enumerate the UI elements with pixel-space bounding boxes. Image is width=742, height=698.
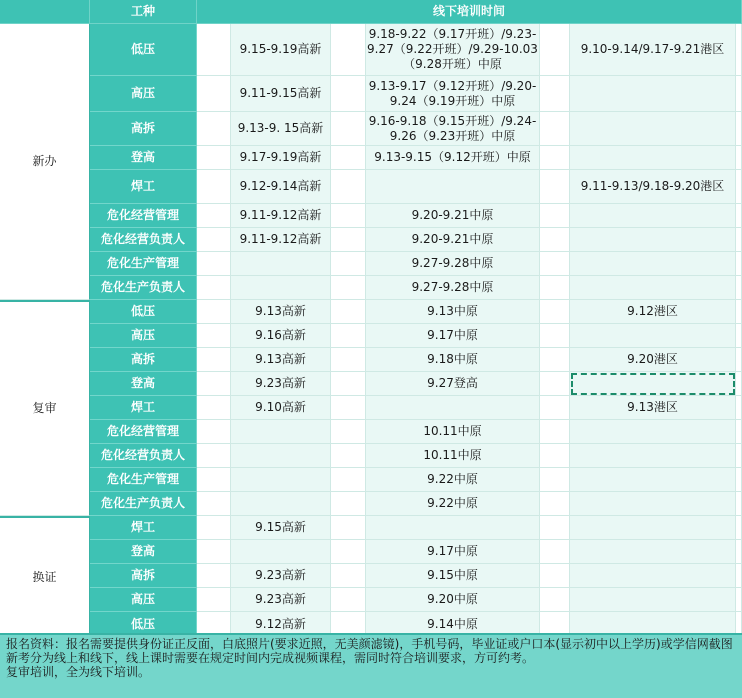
- spacer-cell[interactable]: [736, 588, 742, 612]
- spacer-cell[interactable]: [540, 300, 570, 324]
- schedule-cell-d[interactable]: [570, 228, 736, 252]
- schedule-cell-b[interactable]: 9.11-9.12高新: [231, 228, 331, 252]
- spacer-cell[interactable]: [331, 444, 366, 468]
- work-type-cell[interactable]: 危化生产管理: [90, 468, 197, 492]
- spacer-cell[interactable]: [197, 112, 231, 146]
- schedule-cell-b[interactable]: 9.13-9. 15高新: [231, 112, 331, 146]
- schedule-cell-b[interactable]: 9.13高新: [231, 348, 331, 372]
- schedule-cell-b[interactable]: 9.11-9.12高新: [231, 204, 331, 228]
- spacer-cell[interactable]: [331, 348, 366, 372]
- spacer-cell[interactable]: [540, 588, 570, 612]
- work-type-cell[interactable]: 高压: [90, 324, 197, 348]
- spacer-cell[interactable]: [736, 468, 742, 492]
- schedule-cell-d[interactable]: [570, 468, 736, 492]
- schedule-cell-c[interactable]: [366, 170, 540, 204]
- note-line: 报名资料：报名需要提供身份证正反面，白底照片(要求近照，无美颜滤镜)，手机号码，毕业证或户口本(显示初中以上学历)或学信网截图: [6, 637, 733, 651]
- work-type-cell[interactable]: 焊工: [90, 396, 197, 420]
- spacer-cell[interactable]: [736, 324, 742, 348]
- spacer-cell[interactable]: [736, 348, 742, 372]
- spacer-cell[interactable]: [197, 492, 231, 516]
- spacer-cell[interactable]: [540, 170, 570, 204]
- spacer-cell[interactable]: [197, 204, 231, 228]
- work-type-cell[interactable]: 危化经营管理: [90, 420, 197, 444]
- schedule-cell-c[interactable]: 9.18-9.22（9.17开班）/9.23-9.27（9.22开班）/9.29-10.03（9.28开班）中原: [366, 24, 540, 76]
- header-training-time[interactable]: 线下培训时间: [197, 0, 742, 24]
- schedule-cell-d[interactable]: [570, 204, 736, 228]
- schedule-cell-c[interactable]: 9.13-9.17（9.12开班）/9.20-9.24（9.19开班）中原: [366, 76, 540, 112]
- schedule-cell-b[interactable]: 9.17-9.19高新: [231, 146, 331, 170]
- spacer-cell[interactable]: [540, 516, 570, 540]
- schedule-cell-d[interactable]: [570, 112, 736, 146]
- work-type-cell[interactable]: 低压: [90, 300, 197, 324]
- spacer-cell[interactable]: [736, 396, 742, 420]
- work-type-cell[interactable]: 危化生产负责人: [90, 276, 197, 300]
- group-label-cell[interactable]: 复审: [0, 300, 90, 516]
- spacer-cell[interactable]: [197, 276, 231, 300]
- schedule-cell-b[interactable]: 9.12高新: [231, 612, 331, 637]
- spacer-cell[interactable]: [736, 76, 742, 112]
- spacer-cell[interactable]: [736, 492, 742, 516]
- spacer-cell[interactable]: [331, 564, 366, 588]
- schedule-cell-c[interactable]: [366, 516, 540, 540]
- spacer-cell[interactable]: [736, 276, 742, 300]
- spacer-cell[interactable]: [736, 420, 742, 444]
- spacer-cell[interactable]: [197, 24, 231, 76]
- spacer-cell[interactable]: [540, 468, 570, 492]
- schedule-cell-d[interactable]: 9.13港区: [570, 396, 736, 420]
- schedule-cell-d[interactable]: [570, 540, 736, 564]
- spacer-cell[interactable]: [197, 170, 231, 204]
- spacer-cell[interactable]: [331, 76, 366, 112]
- schedule-cell-b[interactable]: 9.23高新: [231, 588, 331, 612]
- schedule-cell-c[interactable]: 9.13中原: [366, 300, 540, 324]
- schedule-cell-c[interactable]: 10.11中原: [366, 444, 540, 468]
- schedule-cell-c[interactable]: 9.20-9.21中原: [366, 228, 540, 252]
- spacer-cell[interactable]: [331, 24, 366, 76]
- notes-panel: [0, 633, 742, 698]
- schedule-cell-b[interactable]: 9.16高新: [231, 324, 331, 348]
- schedule-cell-b[interactable]: 9.23高新: [231, 372, 331, 396]
- spacer-cell[interactable]: [331, 420, 366, 444]
- spacer-cell[interactable]: [540, 146, 570, 170]
- work-type-cell[interactable]: 登高: [90, 372, 197, 396]
- spacer-cell[interactable]: [331, 228, 366, 252]
- group-label-cell[interactable]: 新办: [0, 24, 90, 300]
- spacer-cell[interactable]: [331, 588, 366, 612]
- schedule-cell-b[interactable]: [231, 420, 331, 444]
- work-type-cell[interactable]: 高拆: [90, 348, 197, 372]
- spacer-cell[interactable]: [197, 588, 231, 612]
- work-type-cell[interactable]: 登高: [90, 146, 197, 170]
- schedule-cell-b[interactable]: 9.13高新: [231, 300, 331, 324]
- schedule-cell-d[interactable]: 9.20港区: [570, 348, 736, 372]
- work-type-cell[interactable]: 焊工: [90, 516, 197, 540]
- spacer-cell[interactable]: [736, 112, 742, 146]
- schedule-cell-d[interactable]: [570, 252, 736, 276]
- schedule-cell-c[interactable]: 9.27-9.28中原: [366, 276, 540, 300]
- note-line: 复审培训，全为线下培训。: [6, 665, 151, 679]
- schedule-cell-b[interactable]: [231, 492, 331, 516]
- spacer-cell[interactable]: [197, 300, 231, 324]
- spacer-cell[interactable]: [540, 252, 570, 276]
- schedule-cell-c[interactable]: 9.20-9.21中原: [366, 204, 540, 228]
- spacer-cell[interactable]: [197, 396, 231, 420]
- spacer-cell[interactable]: [331, 324, 366, 348]
- work-type-cell[interactable]: 高拆: [90, 112, 197, 146]
- schedule-cell-c[interactable]: 9.22中原: [366, 468, 540, 492]
- work-type-cell[interactable]: 焊工: [90, 170, 197, 204]
- work-type-cell[interactable]: 高拆: [90, 564, 197, 588]
- schedule-cell-d[interactable]: 9.10-9.14/9.17-9.21港区: [570, 24, 736, 76]
- spacer-cell[interactable]: [540, 564, 570, 588]
- schedule-cell-d[interactable]: [570, 276, 736, 300]
- spacer-cell[interactable]: [197, 252, 231, 276]
- header-blank-cell[interactable]: [0, 0, 90, 24]
- spacer-cell[interactable]: [736, 564, 742, 588]
- schedule-cell-b[interactable]: [231, 276, 331, 300]
- spacer-cell[interactable]: [331, 276, 366, 300]
- spacer-cell[interactable]: [540, 372, 570, 396]
- spacer-cell[interactable]: [540, 348, 570, 372]
- spacer-cell[interactable]: [540, 276, 570, 300]
- schedule-cell-b[interactable]: [231, 252, 331, 276]
- spacer-cell[interactable]: [197, 420, 231, 444]
- work-type-cell[interactable]: 高压: [90, 76, 197, 112]
- spacer-cell[interactable]: [331, 112, 366, 146]
- spacer-cell[interactable]: [197, 468, 231, 492]
- work-type-cell[interactable]: 低压: [90, 612, 197, 637]
- schedule-cell-c[interactable]: 9.27-9.28中原: [366, 252, 540, 276]
- spacer-cell[interactable]: [736, 372, 742, 396]
- spacer-cell[interactable]: [540, 324, 570, 348]
- schedule-cell-b[interactable]: [231, 468, 331, 492]
- spacer-cell[interactable]: [736, 204, 742, 228]
- spacer-cell[interactable]: [736, 516, 742, 540]
- spacer-cell[interactable]: [540, 492, 570, 516]
- schedule-cell-c[interactable]: 9.22中原: [366, 492, 540, 516]
- schedule-cell-b[interactable]: 9.11-9.15高新: [231, 76, 331, 112]
- spacer-cell[interactable]: [736, 252, 742, 276]
- spacer-cell[interactable]: [540, 228, 570, 252]
- schedule-cell-c[interactable]: 9.14中原: [366, 612, 540, 637]
- schedule-cell-d[interactable]: [570, 444, 736, 468]
- spacer-cell[interactable]: [540, 540, 570, 564]
- schedule-cell-b[interactable]: [231, 540, 331, 564]
- spacer-cell[interactable]: [331, 492, 366, 516]
- spacer-cell[interactable]: [331, 204, 366, 228]
- schedule-cell-c[interactable]: 9.20中原: [366, 588, 540, 612]
- spacer-cell[interactable]: [736, 170, 742, 204]
- spacer-cell[interactable]: [197, 76, 231, 112]
- schedule-cell-c[interactable]: 9.27登高: [366, 372, 540, 396]
- work-type-cell[interactable]: 高压: [90, 588, 197, 612]
- spacer-cell[interactable]: [736, 540, 742, 564]
- schedule-cell-d[interactable]: [570, 372, 736, 396]
- schedule-cell-d[interactable]: 9.12港区: [570, 300, 736, 324]
- spacer-cell[interactable]: [197, 324, 231, 348]
- schedule-cell-b[interactable]: 9.23高新: [231, 564, 331, 588]
- schedule-cell-b[interactable]: [231, 444, 331, 468]
- schedule-cell-d[interactable]: [570, 146, 736, 170]
- spacer-cell[interactable]: [331, 146, 366, 170]
- spacer-cell[interactable]: [331, 540, 366, 564]
- schedule-cell-d[interactable]: [570, 420, 736, 444]
- work-type-cell[interactable]: 危化经营负责人: [90, 228, 197, 252]
- spacer-cell[interactable]: [736, 228, 742, 252]
- spacer-cell[interactable]: [197, 228, 231, 252]
- work-type-cell[interactable]: 登高: [90, 540, 197, 564]
- spacer-cell[interactable]: [540, 24, 570, 76]
- spacer-cell[interactable]: [331, 252, 366, 276]
- spacer-cell[interactable]: [197, 146, 231, 170]
- spacer-cell[interactable]: [540, 420, 570, 444]
- spacer-cell[interactable]: [736, 300, 742, 324]
- spacer-cell[interactable]: [331, 396, 366, 420]
- spacer-cell[interactable]: [197, 564, 231, 588]
- schedule-cell-b[interactable]: 9.10高新: [231, 396, 331, 420]
- schedule-cell-c[interactable]: 9.17中原: [366, 540, 540, 564]
- schedule-cell-d[interactable]: 9.11-9.13/9.18-9.20港区: [570, 170, 736, 204]
- schedule-cell-b[interactable]: 9.15高新: [231, 516, 331, 540]
- schedule-cell-c[interactable]: 9.13-9.15（9.12开班）中原: [366, 146, 540, 170]
- spacer-cell[interactable]: [197, 540, 231, 564]
- schedule-cell-c[interactable]: 9.16-9.18（9.15开班）/9.24-9.26（9.23开班）中原: [366, 112, 540, 146]
- schedule-cell-b[interactable]: 9.12-9.14高新: [231, 170, 331, 204]
- spacer-cell[interactable]: [736, 146, 742, 170]
- schedule-cell-c[interactable]: 10.11中原: [366, 420, 540, 444]
- work-type-cell[interactable]: 危化经营管理: [90, 204, 197, 228]
- work-type-cell[interactable]: 危化生产管理: [90, 252, 197, 276]
- spacer-cell[interactable]: [197, 516, 231, 540]
- spacer-cell[interactable]: [197, 348, 231, 372]
- work-type-cell[interactable]: 危化生产负责人: [90, 492, 197, 516]
- header-type[interactable]: 工种: [90, 0, 197, 24]
- schedule-cell-d[interactable]: [570, 564, 736, 588]
- spacer-cell[interactable]: [331, 300, 366, 324]
- spacer-cell[interactable]: [736, 24, 742, 76]
- note-line: 新考分为线上和线下，线上课时需要在规定时间内完成视频课程，需同时符合培训要求，方可约考。: [6, 651, 535, 665]
- schedule-cell-c[interactable]: 9.18中原: [366, 348, 540, 372]
- schedule-cell-d[interactable]: [570, 76, 736, 112]
- spacer-cell[interactable]: [331, 372, 366, 396]
- spacer-cell[interactable]: [540, 204, 570, 228]
- group-label-cell[interactable]: 换证: [0, 516, 90, 637]
- spacer-cell[interactable]: [331, 468, 366, 492]
- schedule-cell-d[interactable]: [570, 588, 736, 612]
- spacer-cell[interactable]: [331, 516, 366, 540]
- schedule-cell-d[interactable]: [570, 516, 736, 540]
- schedule-cell-c[interactable]: 9.17中原: [366, 324, 540, 348]
- spacer-cell[interactable]: [197, 444, 231, 468]
- schedule-cell-c[interactable]: [366, 396, 540, 420]
- schedule-cell-d[interactable]: [570, 492, 736, 516]
- spacer-cell[interactable]: [331, 170, 366, 204]
- work-type-cell[interactable]: 危化经营负责人: [90, 444, 197, 468]
- schedule-cell-c[interactable]: 9.15中原: [366, 564, 540, 588]
- spacer-cell[interactable]: [540, 444, 570, 468]
- spacer-cell[interactable]: [736, 444, 742, 468]
- spacer-cell[interactable]: [540, 76, 570, 112]
- schedule-cell-d[interactable]: [570, 324, 736, 348]
- spacer-cell[interactable]: [540, 396, 570, 420]
- work-type-cell[interactable]: 低压: [90, 24, 197, 76]
- schedule-cell-b[interactable]: 9.15-9.19高新: [231, 24, 331, 76]
- spacer-cell[interactable]: [197, 372, 231, 396]
- spacer-cell[interactable]: [540, 112, 570, 146]
